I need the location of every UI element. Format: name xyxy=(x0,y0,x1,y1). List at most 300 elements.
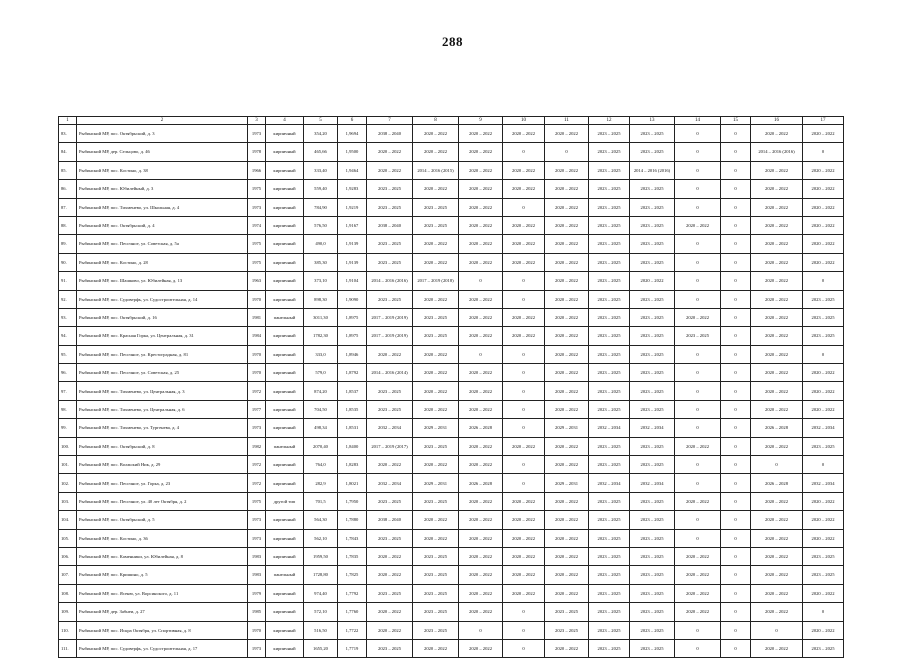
table-row xyxy=(59,143,844,161)
table-cell: 2020 – 2022 xyxy=(751,511,803,529)
table-cell: 2023 – 2025 xyxy=(630,511,675,529)
table-cell: 2023 – 2025 xyxy=(630,125,675,143)
table-cell: 1,8283 xyxy=(338,456,367,474)
table-cell: 0 xyxy=(675,253,721,271)
table-cell: 0 xyxy=(721,474,751,492)
table-cell: 2023 – 2025 xyxy=(367,529,413,547)
table-row xyxy=(59,161,844,179)
table-cell: 2032 – 2034 xyxy=(803,474,844,492)
row-number-cell: 109. xyxy=(59,603,77,621)
table-cell: 1974 xyxy=(248,216,266,234)
table-cell: 1,8535 xyxy=(338,400,367,418)
table-cell: 2023 – 2025 xyxy=(630,547,675,565)
table-cell: кирпичный xyxy=(266,584,304,602)
table-cell: 1,9464 xyxy=(338,161,367,179)
table-cell: 2017 – 2019 (2019) xyxy=(367,308,413,326)
table-row xyxy=(59,547,844,565)
table-cell: 2020 – 2022 xyxy=(675,547,721,565)
table-cell: 2020 – 2022 xyxy=(545,253,589,271)
table-cell: 2020 – 2022 xyxy=(751,547,803,565)
column-header: 3 xyxy=(248,117,266,125)
table-cell: 1,9283 xyxy=(338,180,367,198)
table-cell: 2023 – 2025 xyxy=(630,345,675,363)
table-cell: 2020 – 2022 xyxy=(803,198,844,216)
table-cell: 1966 xyxy=(248,161,266,179)
address-cell: Рыбинский МР, пос. Костино, д. 28 xyxy=(77,253,248,271)
table-cell: 2020 – 2022 xyxy=(545,308,589,326)
table-row xyxy=(59,253,844,271)
table-cell: 490,0 xyxy=(304,235,338,253)
table-cell: 2020 – 2022 xyxy=(459,511,503,529)
table-cell: 1,9104 xyxy=(338,272,367,290)
table-cell: 1982 xyxy=(248,437,266,455)
table-cell: 333,40 xyxy=(304,161,338,179)
table-cell: 2020 – 2022 xyxy=(459,125,503,143)
table-cell: 1981 xyxy=(248,308,266,326)
table-cell: 0 xyxy=(503,198,545,216)
table-cell: 2020 – 2022 xyxy=(503,308,545,326)
table-cell: 0 xyxy=(675,290,721,308)
address-cell: Рыбинский МР, пос. Тихменево, ул. Центральная, д. 3 xyxy=(77,382,248,400)
table-cell: 1782,30 xyxy=(304,327,338,345)
table-cell: кирпичный xyxy=(266,382,304,400)
table-cell: 2023 – 2025 xyxy=(589,437,630,455)
table-cell: 2020 – 2022 xyxy=(751,235,803,253)
table-row xyxy=(59,419,844,437)
address-cell: Рыбинский МР, пос. Песочное, ул. Советская, д. 25 xyxy=(77,364,248,382)
table-cell: 2020 – 2022 xyxy=(413,235,459,253)
table-cell: 1,8946 xyxy=(338,345,367,363)
table-cell: 0 xyxy=(675,456,721,474)
table-cell: 333,0 xyxy=(304,345,338,363)
row-number-cell: 89. xyxy=(59,235,77,253)
table-cell: 0 xyxy=(675,235,721,253)
row-number-cell: 98. xyxy=(59,400,77,418)
table-cell: 2023 – 2025 xyxy=(367,235,413,253)
table-cell: 2020 – 2022 xyxy=(459,639,503,657)
table-cell: 1972 xyxy=(248,382,266,400)
table-cell: 0 xyxy=(503,456,545,474)
table-cell: 0 xyxy=(675,180,721,198)
table-cell: 282,9 xyxy=(304,474,338,492)
table-cell: панельный xyxy=(266,566,304,584)
table-cell: 1973 xyxy=(248,639,266,657)
address-cell: Рыбинский МР, пос. Октябрьский, д. 3 xyxy=(77,125,248,143)
table-cell: 2023 – 2025 xyxy=(589,327,630,345)
table-cell: 2020 – 2022 xyxy=(459,180,503,198)
table-cell: 0 xyxy=(503,400,545,418)
table-cell: 0 xyxy=(459,345,503,363)
table-cell: 1,8975 xyxy=(338,327,367,345)
row-number-cell: 105. xyxy=(59,529,77,547)
table-cell: 1,8792 xyxy=(338,364,367,382)
table-cell: 0 xyxy=(721,492,751,510)
table-cell: 2014 – 2016 (2014) xyxy=(367,364,413,382)
table-cell: кирпичный xyxy=(266,180,304,198)
table-cell: 2020 – 2022 xyxy=(413,143,459,161)
table-cell: 2020 – 2022 xyxy=(751,198,803,216)
table-cell: 1,8531 xyxy=(338,419,367,437)
table-cell: 2020 – 2022 xyxy=(545,216,589,234)
table-row xyxy=(59,566,844,584)
table-cell: 2020 – 2022 xyxy=(459,456,503,474)
table-cell: 0 xyxy=(721,511,751,529)
table-cell: 2020 – 2022 xyxy=(503,253,545,271)
table-cell: 562,10 xyxy=(304,529,338,547)
address-cell: Рыбинский МР, пос. Юбилейный, д. 3 xyxy=(77,180,248,198)
row-number-cell: 99. xyxy=(59,419,77,437)
table-cell: 1,9139 xyxy=(338,253,367,271)
table-cell: 2023 – 2025 xyxy=(589,216,630,234)
table-cell: 0 xyxy=(675,345,721,363)
table-cell: 2023 – 2025 xyxy=(630,290,675,308)
table-cell: 2020 – 2022 xyxy=(413,511,459,529)
table-cell: 2023 – 2025 xyxy=(589,547,630,565)
table-cell: кирпичный xyxy=(266,235,304,253)
row-number-cell: 86. xyxy=(59,180,77,198)
table-cell: 2020 – 2022 xyxy=(413,400,459,418)
table-cell: 2020 – 2022 xyxy=(751,364,803,382)
table-cell: 0 xyxy=(675,364,721,382)
table-cell: 2020 – 2022 xyxy=(367,143,413,161)
table-cell: 2020 – 2022 xyxy=(675,437,721,455)
table-cell: 2020 – 2022 xyxy=(459,161,503,179)
table-cell: 2032 – 2034 xyxy=(367,474,413,492)
table-cell: 2020 – 2022 xyxy=(545,511,589,529)
table-cell: 1970 xyxy=(248,290,266,308)
table-cell: 2020 – 2022 xyxy=(459,290,503,308)
row-number-cell: 85. xyxy=(59,161,77,179)
table-cell: 2020 – 2022 xyxy=(803,492,844,510)
table-cell: 2020 – 2022 xyxy=(630,272,675,290)
table-cell: 2023 – 2025 xyxy=(630,364,675,382)
column-header: 10 xyxy=(503,117,545,125)
table-cell: 0 xyxy=(721,584,751,602)
address-cell: Рыбинский МР, пос. Шашково, ул. Юбилейная, д. 13 xyxy=(77,272,248,290)
table-row xyxy=(59,198,844,216)
row-number-cell: 84. xyxy=(59,143,77,161)
table-row xyxy=(59,235,844,253)
table-cell: 874,20 xyxy=(304,382,338,400)
table-cell: кирпичный xyxy=(266,327,304,345)
table-row xyxy=(59,639,844,657)
address-cell: Рыбинский МР, пос. Волжский Ник, д. 29 xyxy=(77,456,248,474)
address-cell: Рыбинский МР, пос. Костино, д. 38 xyxy=(77,161,248,179)
table-cell: 2020 – 2022 xyxy=(459,400,503,418)
table-cell: кирпичный xyxy=(266,547,304,565)
address-cell: Рыбинский МР, пос. Искра Октября, ул. Спортивная, д. 8 xyxy=(77,621,248,639)
table-cell: 0 xyxy=(803,272,844,290)
table-cell: 2032 – 2034 xyxy=(630,419,675,437)
table-cell: 2023 – 2025 xyxy=(630,216,675,234)
table-cell: 2020 – 2022 xyxy=(459,547,503,565)
table-cell: 1,9694 xyxy=(338,125,367,143)
table-cell: 2020 – 2022 xyxy=(751,272,803,290)
table-cell: 465,66 xyxy=(304,143,338,161)
table-cell: 2020 – 2022 xyxy=(459,566,503,584)
table-cell: 0 xyxy=(675,529,721,547)
table-cell: 2023 – 2025 xyxy=(589,143,630,161)
table-cell: 1973 xyxy=(248,419,266,437)
table-cell: 0 xyxy=(503,639,545,657)
table-cell: 2023 – 2025 xyxy=(803,308,844,326)
table-cell: 2020 – 2022 xyxy=(751,327,803,345)
table-cell: 2023 – 2025 xyxy=(367,639,413,657)
table-cell: 2023 – 2025 xyxy=(545,621,589,639)
column-header: 14 xyxy=(675,117,721,125)
table-cell: 2020 – 2022 xyxy=(503,216,545,234)
row-number-cell: 97. xyxy=(59,382,77,400)
table-cell: 0 xyxy=(721,364,751,382)
table-cell: 2038 – 2040 xyxy=(367,125,413,143)
row-number-cell: 95. xyxy=(59,345,77,363)
table-cell: 1975 xyxy=(248,180,266,198)
table-cell: 2023 – 2025 xyxy=(630,456,675,474)
table-cell: 2020 – 2022 xyxy=(803,364,844,382)
table-cell: 1,9090 xyxy=(338,290,367,308)
table-cell: 1973 xyxy=(248,198,266,216)
table-cell: 2023 – 2025 xyxy=(367,198,413,216)
table-cell: 2020 – 2022 xyxy=(751,566,803,584)
table-cell: 2020 – 2022 xyxy=(459,216,503,234)
table-cell: 2023 – 2025 xyxy=(367,290,413,308)
row-number-cell: 102. xyxy=(59,474,77,492)
row-number-cell: 107. xyxy=(59,566,77,584)
table-cell: 2026 – 2028 xyxy=(459,419,503,437)
address-cell: Рыбинский МР, пос. Октябрьский, д. 16 xyxy=(77,308,248,326)
table-header xyxy=(59,117,844,125)
table-cell: 1979 xyxy=(248,584,266,602)
row-number-cell: 111. xyxy=(59,639,77,657)
column-header: 9 xyxy=(459,117,503,125)
table-cell: 2023 – 2025 xyxy=(589,584,630,602)
table-cell: 2020 – 2022 xyxy=(751,437,803,455)
table-cell: 2020 – 2022 xyxy=(503,492,545,510)
table-cell: 2020 – 2022 xyxy=(413,529,459,547)
table-cell: 2020 – 2022 xyxy=(367,566,413,584)
row-number-cell: 108. xyxy=(59,584,77,602)
table-cell: 2020 – 2022 xyxy=(803,621,844,639)
row-number-cell: 96. xyxy=(59,364,77,382)
table-cell: 2023 – 2025 xyxy=(589,511,630,529)
table-cell: 1,8975 xyxy=(338,308,367,326)
table-cell: 1,7950 xyxy=(338,492,367,510)
table-cell: 1,7880 xyxy=(338,511,367,529)
table-cell: кирпичный xyxy=(266,345,304,363)
table-cell: 2020 – 2022 xyxy=(503,584,545,602)
table-cell: 2020 – 2022 xyxy=(459,382,503,400)
table-cell: 0 xyxy=(503,382,545,400)
table-cell: 2023 – 2025 xyxy=(545,603,589,621)
table-cell: 2023 – 2025 xyxy=(589,272,630,290)
table-cell: 2020 – 2022 xyxy=(675,308,721,326)
table-cell: кирпичный xyxy=(266,511,304,529)
table-cell: 0 xyxy=(751,621,803,639)
table-cell: 1978 xyxy=(248,143,266,161)
column-header: 6 xyxy=(338,117,367,125)
table-cell: 2020 – 2022 xyxy=(413,639,459,657)
table-cell: 1,7825 xyxy=(338,566,367,584)
table-cell: 2026 – 2028 xyxy=(751,419,803,437)
table-cell: 2023 – 2025 xyxy=(803,327,844,345)
table-cell: 2020 – 2022 xyxy=(751,180,803,198)
table-cell: 2020 – 2022 xyxy=(675,566,721,584)
table-cell: кирпичный xyxy=(266,529,304,547)
address-cell: Рыбинский МР, пос. Тихменево, ул. Тургенева, д. 4 xyxy=(77,419,248,437)
row-number-cell: 100. xyxy=(59,437,77,455)
table-cell: 0 xyxy=(721,639,751,657)
table-cell: 2020 – 2022 xyxy=(503,161,545,179)
table-cell: 2020 – 2022 xyxy=(751,382,803,400)
address-cell: Рыбинский МР, дер. Забнеи, д. 27 xyxy=(77,603,248,621)
table-cell: 0 xyxy=(721,382,751,400)
table-cell: 1,8400 xyxy=(338,437,367,455)
table-row xyxy=(59,382,844,400)
table-cell: 0 xyxy=(675,272,721,290)
table-cell: 2023 – 2025 xyxy=(630,235,675,253)
table-cell: 1975 xyxy=(248,492,266,510)
table-cell: 2020 – 2022 xyxy=(367,345,413,363)
address-cell: Рыбинский МР, пос. Судоверфь, ул. Судостроительная, д. 14 xyxy=(77,290,248,308)
table-cell: другой тип xyxy=(266,492,304,510)
row-number-cell: 103. xyxy=(59,492,77,510)
table-cell: 0 xyxy=(751,456,803,474)
table-cell: 2023 – 2025 xyxy=(630,198,675,216)
table-row xyxy=(59,125,844,143)
address-cell: Рыбинский МР, пос. Песочное, ул. 40 лет Октября, д. 2 xyxy=(77,492,248,510)
table-cell: 0 xyxy=(721,456,751,474)
table-cell: 1,8537 xyxy=(338,382,367,400)
table-cell: 0 xyxy=(721,327,751,345)
table-cell: 2023 – 2025 xyxy=(589,290,630,308)
table-cell: 2020 – 2022 xyxy=(751,492,803,510)
table-cell: 1977 xyxy=(248,400,266,418)
table-cell: 0 xyxy=(721,180,751,198)
table-cell: 2020 – 2022 xyxy=(413,290,459,308)
table-cell: 2023 – 2025 xyxy=(589,125,630,143)
column-header: 4 xyxy=(266,117,304,125)
table-cell: 0 xyxy=(721,272,751,290)
table-cell: 2020 – 2022 xyxy=(803,584,844,602)
table-cell: 2020 – 2022 xyxy=(545,125,589,143)
table-cell: 2020 – 2022 xyxy=(459,253,503,271)
table-cell: 1655,20 xyxy=(304,639,338,657)
address-cell: Рыбинский МР, пос. Судоверфь, ул. Судостроительная, д. 17 xyxy=(77,639,248,657)
table-cell: 2020 – 2022 xyxy=(803,511,844,529)
table-cell: 1728,80 xyxy=(304,566,338,584)
table-cell: 0 xyxy=(721,345,751,363)
table-cell: кирпичный xyxy=(266,198,304,216)
table-cell: 0 xyxy=(459,621,503,639)
table-cell: 2038 – 2040 xyxy=(367,511,413,529)
table-cell: 559,40 xyxy=(304,180,338,198)
table-cell: 1,7835 xyxy=(338,547,367,565)
table-cell: 2023 – 2025 xyxy=(589,492,630,510)
column-header: 12 xyxy=(589,117,630,125)
table-cell: 2017 – 2019 (2018) xyxy=(413,272,459,290)
table-cell: 2020 – 2022 xyxy=(545,272,589,290)
table-cell: 2023 – 2025 xyxy=(367,253,413,271)
table-cell: 2020 – 2022 xyxy=(459,143,503,161)
table-cell: 2070,40 xyxy=(304,437,338,455)
table-cell: 2020 – 2022 xyxy=(503,547,545,565)
table-cell: 3011,30 xyxy=(304,308,338,326)
table-cell: 0 xyxy=(675,198,721,216)
table-cell: 0 xyxy=(721,529,751,547)
address-cell: Рыбинский МР, пос. Песочное, ул. Советская, д. 5а xyxy=(77,235,248,253)
table-cell: 2020 – 2022 xyxy=(413,345,459,363)
address-cell: Рыбинский МР, пос. Тихменево, ул. Школьная, д. 4 xyxy=(77,198,248,216)
table-cell: 2020 – 2022 xyxy=(413,456,459,474)
table-cell: 2020 – 2022 xyxy=(803,161,844,179)
row-number-cell: 87. xyxy=(59,198,77,216)
table-cell: 2020 – 2022 xyxy=(751,308,803,326)
table-cell: 2038 – 2040 xyxy=(367,216,413,234)
table-cell: 1973 xyxy=(248,511,266,529)
table-cell: 2020 – 2022 xyxy=(751,345,803,363)
table-cell: 2020 – 2022 xyxy=(545,639,589,657)
table-cell: 2020 – 2022 xyxy=(367,547,413,565)
table-cell: 2020 – 2022 xyxy=(545,382,589,400)
table-cell: 0 xyxy=(503,364,545,382)
table-cell: 0 xyxy=(503,474,545,492)
table-cell: 1973 xyxy=(248,125,266,143)
table-cell: 1,9500 xyxy=(338,143,367,161)
table-cell: 1975 xyxy=(248,253,266,271)
table-cell: 0 xyxy=(721,125,751,143)
table-cell: 2023 – 2025 xyxy=(630,327,675,345)
row-number-cell: 88. xyxy=(59,216,77,234)
table-cell: 2020 – 2022 xyxy=(751,400,803,418)
table-cell: 2020 – 2022 xyxy=(503,235,545,253)
table-cell: панельный xyxy=(266,437,304,455)
table-cell: 2020 – 2022 xyxy=(503,566,545,584)
table-cell: 0 xyxy=(675,382,721,400)
column-header: 16 xyxy=(751,117,803,125)
table-cell: 2032 – 2034 xyxy=(630,474,675,492)
table-cell: 2029 – 2031 xyxy=(413,474,459,492)
table-cell: 516,50 xyxy=(304,621,338,639)
table-cell: 1975 xyxy=(248,235,266,253)
address-cell: Рыбинский МР, пос. Ясеню, ул. Ворсинского, д. 11 xyxy=(77,584,248,602)
table-cell: 2032 – 2034 xyxy=(367,419,413,437)
table-cell: 0 xyxy=(675,511,721,529)
table-cell: 0 xyxy=(721,566,751,584)
table-row xyxy=(59,364,844,382)
table-cell: 2023 – 2025 xyxy=(367,180,413,198)
table-cell: 2020 – 2022 xyxy=(545,180,589,198)
table-cell: 0 xyxy=(675,419,721,437)
column-header: 7 xyxy=(367,117,413,125)
table-cell: 2023 – 2025 xyxy=(630,437,675,455)
table-cell: 2023 – 2025 xyxy=(589,603,630,621)
table-cell: 2014 – 2016 (2015) xyxy=(413,161,459,179)
table-cell: 2020 – 2022 xyxy=(751,253,803,271)
row-number-cell: 104. xyxy=(59,511,77,529)
table-cell: 2020 – 2022 xyxy=(503,327,545,345)
table-cell: 2023 – 2025 xyxy=(630,400,675,418)
table-cell: 2020 – 2022 xyxy=(413,253,459,271)
column-header: 17 xyxy=(803,117,844,125)
header-row xyxy=(59,117,844,125)
table-cell: 0 xyxy=(503,345,545,363)
table-cell: 2020 – 2022 xyxy=(803,400,844,418)
table-cell: 2020 – 2022 xyxy=(751,603,803,621)
table-cell: 0 xyxy=(721,198,751,216)
table-cell: 2029 – 2031 xyxy=(545,419,589,437)
table-cell: 0 xyxy=(721,603,751,621)
table-cell: кирпичный xyxy=(266,143,304,161)
